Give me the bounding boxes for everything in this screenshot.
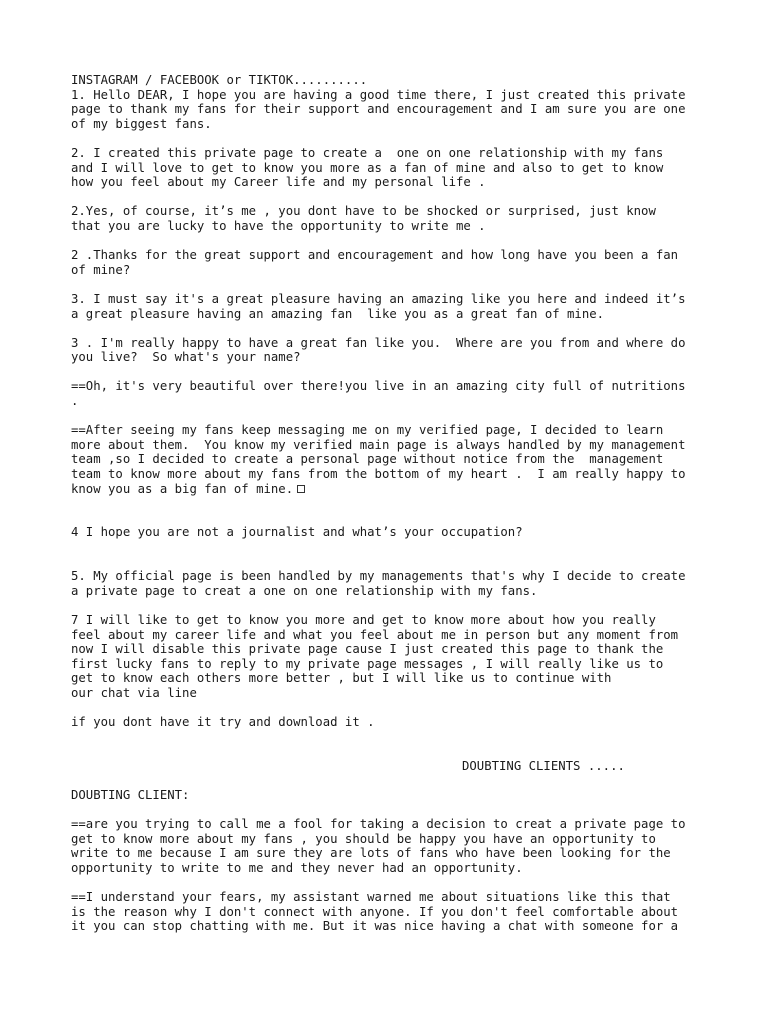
document-heading: INSTAGRAM / FACEBOOK or TIKTOK..........	[71, 73, 368, 87]
text-line: page to thank my fans for their support and encouragement and I am sure you are one	[71, 102, 686, 117]
text-line: 5. My official page is been handled by my managements that's why I decide to create	[71, 569, 686, 584]
document-page	[71, 73, 711, 934]
text-line: get to know each others more better , but I will like us to continue with	[71, 671, 612, 686]
text-line: team ,so I decided to create a personal page without notice from the management	[71, 452, 664, 467]
text-line: is the reason why I don't connect with anyone. If you don't feel comfortable about	[71, 904, 679, 919]
paragraph-14	[71, 817, 711, 875]
paragraph-4	[71, 248, 711, 277]
text-line: get to know more about my fans , you should be happy you have an opportunity to	[71, 831, 656, 846]
text-line: team to know more about my fans from the bottom of my heart . I am really happy to	[71, 467, 686, 482]
text-line-with-symbol	[71, 482, 711, 497]
text-line: of mine?	[71, 262, 131, 277]
paragraph-1	[71, 88, 711, 132]
text-line: DOUBTING CLIENT:	[71, 788, 190, 803]
paragraph-9	[71, 525, 711, 540]
paragraph-6	[71, 336, 711, 365]
text-line: more about them. You know my verified main page is always handled by my management	[71, 437, 686, 452]
paragraph-13	[71, 788, 711, 803]
text-line: 7 I will like to get to know you more and get to know more about how you really	[71, 612, 656, 627]
text-line: how you feel about my Career life and my personal life .	[71, 175, 486, 190]
text-line: 3 . I'm really happy to have a great fan like you. Where are you from and where do	[71, 335, 686, 350]
text-line: ==After seeing my fans keep messaging me on my verified page, I decided to learn	[71, 423, 664, 438]
text-line: 2 .Thanks for the great support and encouragement and how long have you been a fan	[71, 248, 679, 263]
paragraph-2	[71, 146, 711, 190]
text-line: 4 I hope you are not a journalist and what’s your occupation?	[71, 525, 523, 540]
paragraph-11	[71, 613, 711, 701]
paragraph-7	[71, 379, 711, 408]
text-line: that you are lucky to have the opportunity to write me .	[71, 218, 486, 233]
paragraph-15	[71, 890, 711, 934]
text-line: you live? So what's your name?	[71, 350, 301, 365]
paragraph-3	[71, 204, 711, 233]
text-line: 2. I created this private page to create a one on one relationship with my fans	[71, 145, 664, 160]
text-line: a great pleasure having an amazing fan like you as a great fan of mine.	[71, 306, 605, 321]
paragraph-12	[71, 715, 711, 730]
text-line: of my biggest fans.	[71, 116, 212, 131]
text-line: 3. I must say it's a great pleasure having an amazing like you here and indeed it’s	[71, 291, 686, 306]
paragraph-8	[71, 423, 711, 496]
paragraph-5	[71, 292, 711, 321]
text-line: write to me because I am sure they are lots of fans who have been looking for the	[71, 846, 671, 861]
text-line: now I will disable this private page cause I just created this page to thank the	[71, 642, 664, 657]
text-line: ==are you trying to call me a fool for taking a decision to creat a private page to	[71, 817, 686, 832]
text-line: ==Oh, it's very beautiful over there!you live in an amazing city full of nutritions	[71, 379, 686, 394]
text-line: it you can stop chatting with me. But it was nice having a chat with someone for a	[71, 919, 679, 934]
text-line: feel about my career life and what you feel about me in person but any moment from	[71, 627, 679, 642]
placeholder-glyph-icon	[297, 485, 305, 493]
text-line: if you dont have it try and download it .	[71, 715, 375, 730]
text-line: 1. Hello DEAR, I hope you are having a good time there, I just created this private	[71, 87, 686, 102]
text-line: first lucky fans to reply to my private page messages , I will really like us to	[71, 656, 664, 671]
text-line: know you as a big fan of mine.	[71, 481, 294, 496]
text-line: ==I understand your fears, my assistant warned me about situations like this that	[71, 890, 671, 905]
paragraph-10	[71, 569, 711, 598]
text-line: opportunity to write to me and they never had an opportunity.	[71, 861, 523, 876]
section-heading: DOUBTING CLIENTS .....	[462, 758, 625, 773]
text-line: .	[71, 394, 79, 409]
text-line: and I will love to get to know you more as a fan of mine and also to get to know	[71, 160, 664, 175]
text-line: 2.Yes, of course, it’s me , you dont have to be shocked or surprised, just know	[71, 204, 656, 219]
text-line: a private page to creat a one on one relationship with my fans.	[71, 583, 538, 598]
text-line: our chat via line	[71, 685, 197, 700]
